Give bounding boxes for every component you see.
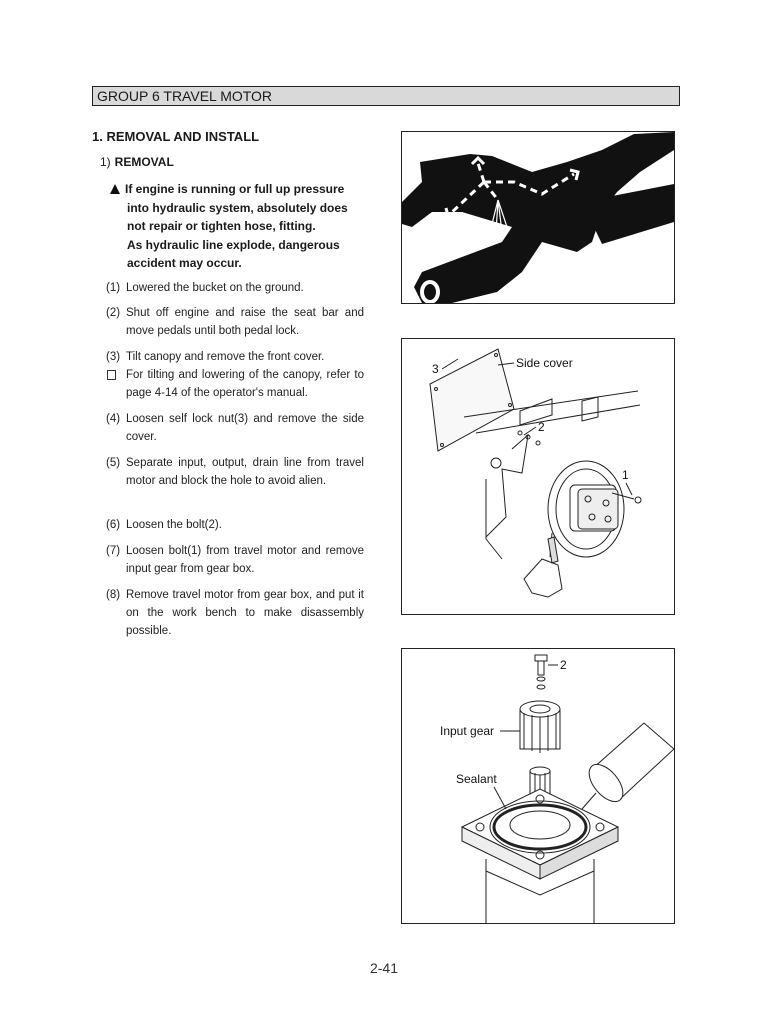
callout-2: 2 xyxy=(538,420,545,434)
step-3 xyxy=(106,348,364,402)
subsection-number: 1) xyxy=(100,155,111,169)
step-number: (8) xyxy=(106,589,121,601)
warning-line: If engine is running or full up pressure xyxy=(110,180,366,199)
step-4 xyxy=(106,410,364,446)
warning-line: accident may occur. xyxy=(127,256,242,270)
step-number: (7) xyxy=(106,545,121,557)
hydraulic-hazard-illustration xyxy=(402,132,674,303)
warning-line: As hydraulic line explode, dangerous xyxy=(127,237,340,252)
step-6 xyxy=(106,516,364,534)
step-text: Tilt canopy and remove the front cover. xyxy=(126,351,325,363)
warning-line: not repair or tighten hose, fitting. xyxy=(127,219,316,233)
step-number: (1) xyxy=(106,282,121,294)
step-8 xyxy=(106,586,364,640)
step-number: (5) xyxy=(106,457,121,469)
step-text: Loosen self lock nut(3) and remove the side cover. xyxy=(126,413,364,443)
figure-hydraulic-warning xyxy=(401,131,675,304)
step-text: Lowered the bucket on the ground. xyxy=(126,282,304,294)
step-text: Loosen bolt(1) from travel motor and remove input gear from gear box. xyxy=(126,545,364,575)
step-1 xyxy=(106,279,364,297)
step-note: For tilting and lowering of the canopy, refer to page 4-14 of the operator's manual. xyxy=(106,366,364,402)
input-gear-illustration xyxy=(402,649,674,923)
callout-1: 1 xyxy=(622,468,629,482)
step-number: (6) xyxy=(106,519,121,531)
step-number: (2) xyxy=(106,307,121,319)
group-header xyxy=(92,86,680,106)
subsection-label: REMOVAL xyxy=(114,155,174,169)
step-text: Remove travel motor from gear box, and put it on the work bench to make disassembly possible. xyxy=(126,589,364,637)
step-text: Shut off engine and raise the seat bar and move pedals until both pedal lock. xyxy=(126,307,364,337)
callout-sealant: Sealant xyxy=(456,772,497,786)
section-title: 1. REMOVAL AND INSTALL xyxy=(92,129,260,144)
warning-block xyxy=(110,180,366,273)
page-number: 2-41 xyxy=(369,960,399,976)
warning-icon xyxy=(110,184,120,194)
callout-side-cover: Side cover xyxy=(516,356,573,370)
step-2 xyxy=(106,304,364,340)
step-number: (4) xyxy=(106,413,121,425)
figure-input-gear xyxy=(401,648,675,924)
step-number: (3) xyxy=(106,351,121,363)
figure-side-cover xyxy=(401,338,675,615)
callout-input-gear: Input gear xyxy=(440,724,495,738)
callout-3: 3 xyxy=(432,362,439,376)
callout-2: 2 xyxy=(560,658,567,672)
group-title: GROUP 6 TRAVEL MOTOR xyxy=(97,88,273,104)
step-text: Loosen the bolt(2). xyxy=(126,519,222,531)
subsection-title xyxy=(100,155,174,169)
warning-line: into hydraulic system, absolutely does xyxy=(127,200,348,215)
step-7 xyxy=(106,542,364,578)
side-cover-illustration xyxy=(402,339,674,614)
step-text: Separate input, output, drain line from travel motor and block the hole to avoid alien. xyxy=(126,457,364,487)
step-5 xyxy=(106,454,364,490)
note-box-icon xyxy=(107,370,116,380)
